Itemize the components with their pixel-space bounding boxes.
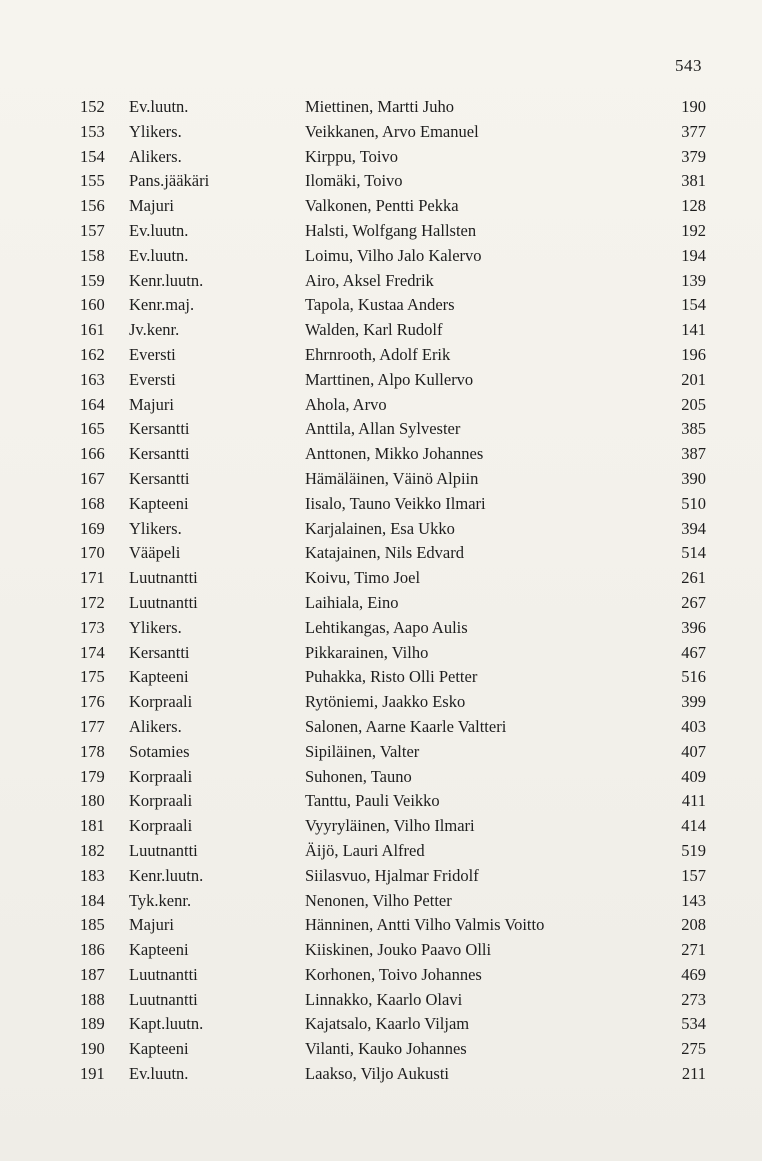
entry-number: 181: [80, 816, 105, 836]
entry-name: Vyyryläinen, Vilho Ilmari: [305, 816, 475, 836]
entry-page-ref: 381: [681, 171, 706, 191]
list-item: [0, 740, 762, 765]
entry-rank: Ylikers.: [129, 518, 182, 538]
entry-number: 171: [80, 568, 105, 588]
entry-page-ref: 409: [681, 766, 706, 786]
entry-number: 166: [80, 444, 105, 464]
entry-page-ref: 519: [681, 840, 706, 860]
page-number: 543: [675, 56, 702, 75]
list-item: [0, 963, 762, 988]
entry-name: Marttinen, Alpo Kullervo: [305, 369, 474, 389]
entry-rank: Ylikers.: [129, 121, 182, 141]
entry-page-ref: 128: [681, 196, 706, 216]
entry-rank: Ev.luutn.: [129, 1064, 189, 1084]
entry-number: 157: [80, 220, 105, 240]
list-item: [0, 913, 762, 938]
list-item: [0, 616, 762, 641]
entry-name: Karjalainen, Esa Ukko: [305, 518, 455, 538]
entry-number: 173: [80, 617, 105, 637]
entry-number: 177: [80, 716, 105, 736]
entry-rank: Kersantti: [129, 419, 190, 439]
list-item: [0, 541, 762, 566]
entry-rank: Sotamies: [129, 741, 190, 761]
entry-page-ref: 201: [681, 369, 706, 389]
list-item: [0, 864, 762, 889]
entry-page-ref: 211: [681, 1064, 706, 1084]
list-item: [0, 244, 762, 269]
entry-rank: Kersantti: [129, 444, 190, 464]
entry-number: 156: [80, 196, 105, 216]
entry-page-ref: 194: [681, 245, 706, 265]
entry-name: Loimu, Vilho Jalo Kalervo: [305, 245, 482, 265]
entry-name: Äijö, Lauri Alfred: [305, 840, 425, 860]
list-item: [0, 988, 762, 1013]
entry-rank: Kapteeni: [129, 940, 189, 960]
entry-number: 187: [80, 964, 105, 984]
entry-rank: Kenr.luutn.: [129, 270, 204, 290]
entry-number: 176: [80, 692, 105, 712]
entry-page-ref: 516: [681, 667, 706, 687]
entry-name: Siilasvuo, Hjalmar Fridolf: [305, 865, 479, 885]
list-item: [0, 169, 762, 194]
entry-page-ref: 403: [681, 716, 706, 736]
list-item: [0, 293, 762, 318]
entry-number: 170: [80, 543, 105, 563]
entry-page-ref: 205: [681, 394, 706, 414]
entry-page-ref: 414: [681, 816, 706, 836]
entry-name: Anttonen, Mikko Johannes: [305, 444, 484, 464]
entry-number: 175: [80, 667, 105, 687]
entry-name: Iisalo, Tauno Veikko Ilmari: [305, 493, 486, 513]
entry-page-ref: 154: [681, 295, 706, 315]
list-item: [0, 467, 762, 492]
entry-number: 152: [80, 97, 105, 116]
entry-name: Kajatsalo, Kaarlo Viljam: [305, 1014, 470, 1034]
entry-page-ref: 377: [681, 121, 706, 141]
entry-rank: Kenr.maj.: [129, 295, 195, 315]
entry-number: 154: [80, 146, 105, 166]
entry-name: Laakso, Viljo Aukusti: [305, 1064, 449, 1084]
list-item: [0, 566, 762, 591]
entry-page-ref: 407: [681, 741, 706, 761]
entry-number: 185: [80, 915, 105, 935]
entry-page-ref: 271: [681, 940, 706, 960]
list-item: [0, 1012, 762, 1037]
entry-rank: Luutnantti: [129, 964, 198, 984]
entry-rank: Majuri: [129, 196, 174, 216]
entry-number: 183: [80, 865, 105, 885]
entry-number: 169: [80, 518, 105, 538]
entry-name: Rytöniemi, Jaakko Esko: [305, 692, 466, 712]
entry-rank: Ev.luutn.: [129, 220, 189, 240]
entry-number: 188: [80, 989, 105, 1009]
list-item: [0, 1037, 762, 1062]
entry-name: Tanttu, Pauli Veikko: [305, 791, 440, 811]
index-list: [0, 95, 762, 1087]
list-item: [0, 368, 762, 393]
list-item: [0, 393, 762, 418]
entry-name: Salonen, Aarne Kaarle Valtteri: [305, 716, 507, 736]
entry-rank: Alikers.: [129, 146, 182, 166]
list-item: [0, 269, 762, 294]
entry-name: Hämäläinen, Väinö Alpiin: [305, 468, 479, 488]
entry-rank: Luutnantti: [129, 840, 198, 860]
entry-rank: Tyk.kenr.: [129, 890, 192, 910]
entry-name: Ilomäki, Toivo: [305, 171, 403, 191]
entry-page-ref: 390: [681, 468, 706, 488]
entry-page-ref: 514: [681, 543, 706, 563]
entry-name: Hänninen, Antti Vilho Valmis Voitto: [305, 915, 545, 935]
entry-page-ref: 534: [681, 1014, 706, 1034]
list-item: [0, 343, 762, 368]
entry-page-ref: 139: [681, 270, 706, 290]
entry-rank: Vääpeli: [129, 543, 181, 563]
entry-rank: Kapt.luutn.: [129, 1014, 204, 1034]
entry-number: 164: [80, 394, 105, 414]
entry-rank: Majuri: [129, 915, 174, 935]
entry-number: 182: [80, 840, 105, 860]
entry-number: 179: [80, 766, 105, 786]
entry-page-ref: 394: [681, 518, 706, 538]
entry-rank: Ev.luutn.: [129, 97, 189, 116]
list-item: [0, 591, 762, 616]
entry-page-ref: 275: [681, 1039, 706, 1059]
entry-name: Vilanti, Kauko Johannes: [305, 1039, 467, 1059]
list-item: [0, 789, 762, 814]
entry-number: 153: [80, 121, 105, 141]
entry-page-ref: 469: [681, 964, 706, 984]
entry-number: 190: [80, 1039, 105, 1059]
entry-page-ref: 190: [681, 97, 706, 116]
entry-page-ref: 261: [681, 568, 706, 588]
entry-rank: Majuri: [129, 394, 174, 414]
entry-number: 163: [80, 369, 105, 389]
entry-name: Halsti, Wolfgang Hallsten: [305, 220, 477, 240]
entry-name: Kiiskinen, Jouko Paavo Olli: [305, 940, 492, 960]
entry-name: Anttila, Allan Sylvester: [305, 419, 461, 439]
entry-name: Korhonen, Toivo Johannes: [305, 964, 482, 984]
entry-name: Nenonen, Vilho Petter: [305, 890, 452, 910]
entry-page-ref: 196: [681, 344, 706, 364]
entry-name: Puhakka, Risto Olli Petter: [305, 667, 478, 687]
entry-page-ref: 141: [681, 320, 706, 340]
entry-page-ref: 510: [681, 493, 706, 513]
entry-rank: Jv.kenr.: [129, 320, 180, 340]
entry-number: 161: [80, 320, 105, 340]
entry-number: 168: [80, 493, 105, 513]
list-item: [0, 145, 762, 170]
entry-name: Sipiläinen, Valter: [305, 741, 420, 761]
list-item: [0, 120, 762, 145]
entry-name: Valkonen, Pentti Pekka: [305, 196, 459, 216]
entry-number: 162: [80, 344, 105, 364]
entry-number: 186: [80, 940, 105, 960]
entry-rank: Ev.luutn.: [129, 245, 189, 265]
list-item: [0, 690, 762, 715]
list-item: [0, 194, 762, 219]
entry-rank: Luutnantti: [129, 989, 198, 1009]
entry-page-ref: 157: [681, 865, 706, 885]
entry-rank: Pans.jääkäri: [129, 171, 210, 191]
entry-page-ref: 143: [681, 890, 706, 910]
entry-rank: Kapteeni: [129, 667, 189, 687]
entry-page-ref: 208: [681, 915, 706, 935]
entry-page-ref: 379: [681, 146, 706, 166]
entry-name: Walden, Karl Rudolf: [305, 320, 443, 340]
entry-page-ref: 267: [681, 592, 706, 612]
list-item: [0, 318, 762, 343]
entry-page-ref: 387: [681, 444, 706, 464]
entry-number: 189: [80, 1014, 105, 1034]
entry-rank: Kersantti: [129, 642, 190, 662]
list-item: [0, 889, 762, 914]
list-item: [0, 95, 762, 120]
entry-name: Suhonen, Tauno: [305, 766, 412, 786]
entry-number: 180: [80, 791, 105, 811]
entry-name: Kirppu, Toivo: [305, 146, 398, 166]
list-item: [0, 1062, 762, 1087]
entry-number: 167: [80, 468, 105, 488]
entry-page-ref: 411: [681, 791, 706, 811]
entry-rank: Korpraali: [129, 692, 193, 712]
entry-name: Katajainen, Nils Edvard: [305, 543, 464, 563]
entry-page-ref: 273: [681, 989, 706, 1009]
entry-name: Airo, Aksel Fredrik: [305, 270, 434, 290]
entry-name: Veikkanen, Arvo Emanuel: [305, 121, 479, 141]
entry-page-ref: 192: [681, 220, 706, 240]
entry-name: Koivu, Timo Joel: [305, 568, 421, 588]
list-item: [0, 492, 762, 517]
entry-name: Miettinen, Martti Juho: [305, 97, 454, 116]
list-item: [0, 765, 762, 790]
entry-number: 158: [80, 245, 105, 265]
list-item: [0, 839, 762, 864]
list-item: [0, 665, 762, 690]
list-item: [0, 417, 762, 442]
entry-rank: Korpraali: [129, 791, 193, 811]
entry-name: Laihiala, Eino: [305, 592, 399, 612]
entry-number: 172: [80, 592, 105, 612]
entry-rank: Luutnantti: [129, 568, 198, 588]
entry-rank: Kapteeni: [129, 1039, 189, 1059]
entry-page-ref: 467: [681, 642, 706, 662]
entry-page-ref: 396: [681, 617, 706, 637]
entry-number: 174: [80, 642, 105, 662]
list-item: [0, 938, 762, 963]
entry-name: Ahola, Arvo: [305, 394, 387, 414]
entry-rank: Alikers.: [129, 716, 182, 736]
entry-number: 160: [80, 295, 105, 315]
entry-rank: Eversti: [129, 369, 176, 389]
entry-name: Lehtikangas, Aapo Aulis: [305, 617, 468, 637]
entry-name: Linnakko, Kaarlo Olavi: [305, 989, 463, 1009]
entry-number: 184: [80, 890, 105, 910]
entry-rank: Korpraali: [129, 816, 193, 836]
entry-rank: Eversti: [129, 344, 176, 364]
entry-number: 191: [80, 1064, 105, 1084]
entry-name: Tapola, Kustaa Anders: [305, 295, 455, 315]
list-item: [0, 814, 762, 839]
entry-rank: Kersantti: [129, 468, 190, 488]
entry-name: Pikkarainen, Vilho: [305, 642, 429, 662]
entry-number: 178: [80, 741, 105, 761]
entry-rank: Luutnantti: [129, 592, 198, 612]
entry-page-ref: 399: [681, 692, 706, 712]
entry-number: 165: [80, 419, 105, 439]
entry-rank: Ylikers.: [129, 617, 182, 637]
entry-name: Ehrnrooth, Adolf Erik: [305, 344, 451, 364]
list-item: [0, 517, 762, 542]
entry-rank: Korpraali: [129, 766, 193, 786]
entry-number: 159: [80, 270, 105, 290]
entry-number: 155: [80, 171, 105, 191]
entry-rank: Kenr.luutn.: [129, 865, 204, 885]
list-item: [0, 715, 762, 740]
list-item: [0, 641, 762, 666]
entry-page-ref: 385: [681, 419, 706, 439]
entry-rank: Kapteeni: [129, 493, 189, 513]
list-item: [0, 442, 762, 467]
list-item: [0, 219, 762, 244]
